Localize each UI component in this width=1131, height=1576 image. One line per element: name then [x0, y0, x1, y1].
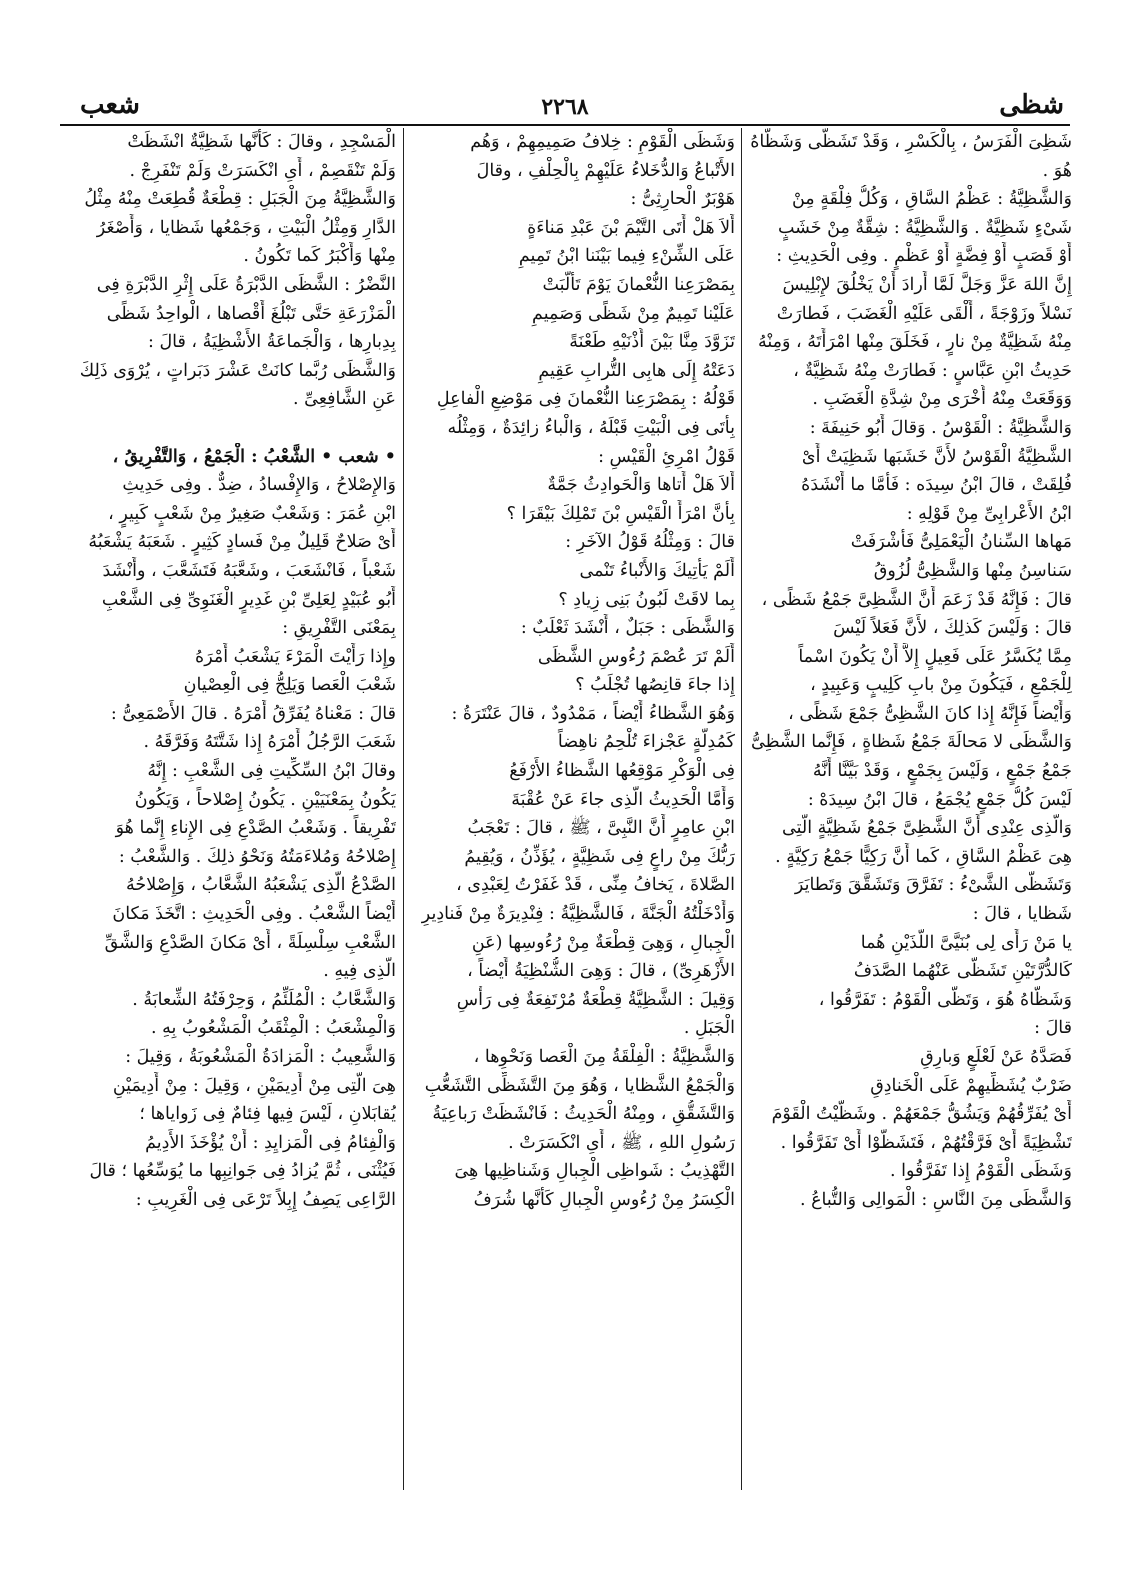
text-line: إِنَّ اللهَ عَزَّ وَجَلَّ لَمَّا أَرادَ أَنْ يَخْلُقَ لإِبْلِيسَ: [782, 274, 1072, 295]
text-line: الأَزْهَرِىِّ) ، قالَ : وَهِىَ الشُّنْظِيَةُ أَيْضاً ،: [467, 961, 735, 982]
text-line: أَلَمْ تَرَ عُصْمَ رُءُوسِ الشَّظَى: [537, 646, 735, 667]
text-line: وقالَ ابْنُ السِّكِّيتِ فِى الشَّعْبِ : إِنَّهُ: [147, 761, 396, 782]
text-line: قالَ : فَإِنَّهُ قَدْ زَعَمَ أَنَّ الشَّظِىَّ جَمْعُ شَظًى ،: [761, 589, 1072, 610]
text-line: هُوَ .: [1042, 160, 1072, 181]
text-line: الصَّلاةَ ، يَخافُ مِنِّى ، قَدْ غَفَرْتُ لِعَبْدِى ،: [456, 875, 735, 896]
text-line: فَصَدَّهُ عَنْ لَعْلَعٍ وَبارِقِ: [920, 1047, 1072, 1067]
text-line: أَوْ قَصَبٍ أَوْ فِضَّةٍ أَوْ عَظْمٍ . وفِى الْحَدِيثِ :: [776, 246, 1072, 267]
text-line: قالَ :: [1034, 1018, 1072, 1039]
text-line: قالَ : وَلَيْسَ كَذلِكَ ، لأَنَّ فَعَلاً لَيْسَ: [833, 618, 1072, 639]
text-line: وَشَظَى الْقَوْمُ إِذا تَفَرَّقُوا .: [890, 1161, 1072, 1182]
text-line: إِصْلاحُهُ وَمُلاءَمَتُهُ وَنَحْوُ ذلِكَ . وَالشَّعْبُ :: [118, 846, 396, 867]
text-line: وَالشَّظَى رُبَّما كانَتْ عَشْرَ دَبَراتٍ ، يُرْوَى ذَلِكَ: [79, 360, 396, 381]
text-line: الشَّعْبِ سِلْسِلَةً ، أَىْ مَكانَ الصَّدْعِ وَالشَّقِّ: [104, 932, 396, 953]
text-line: مَهاها السِّنانُ الْيَعْمَلِىُّ فَأَشْرَفَتْ: [850, 532, 1072, 553]
text-line: شَعْبَ الْعَصا وَيَلِجُّ فِى الْعِصْيانِ: [183, 675, 396, 696]
text-line: [74, 414, 396, 443]
text-line: الصَّدْعُ الَّذِى يَشْعَبُهُ الشَّعَّابُ ، وَإِصْلاحُهُ: [126, 875, 396, 896]
text-line: شَظايا ، قالَ :: [972, 904, 1072, 925]
text-line: بِما لاقَتْ لَبُونُ بَنِى زِيادِ ؟: [558, 589, 735, 610]
text-line: الرَّاعِى يَصِفُ إِبِلاً تَرْعَى فِى الْغَرِيبِ :: [135, 1189, 396, 1210]
text-line: وَهُوَ الشَّظاءُ أَيْضاً ، مَمْدُودٌ ، قالَ عَنْتَرَةُ :: [451, 703, 735, 724]
text-line: تَفْرِيقاً . وَشَعْبُ الصَّدْعِ فِى الإِناءِ إِنَّما هُوَ: [115, 818, 396, 839]
text-line: مِمَّا يُكَسَّرُ عَلَى فَعِيلٍ إِلاَّ أَنْ يَكُونَ اسْماً: [798, 646, 1072, 667]
text-line: يُقابَلانِ ، لَيْسَ فِيها فِئامٌ فِى زَواياها ؛: [139, 1104, 396, 1125]
text-line: ابْنِ عُمَرَ : وَشَعْبٌ صَغِيرٌ مِنْ شَعْبٍ كَبِيرٍ ،: [108, 503, 396, 524]
text-line: وَالْمِشْعَبُ : الْمِثْقَبُ الْمَشْعُوبُ بِهِ .: [150, 1018, 396, 1039]
text-line: بِمَصْرَعِنا النُّعْمانَ يَوْمَ تَأَلَّبَتْ: [542, 274, 735, 295]
text-line: التَّهْذِيبُ : شَواظِى الْجِبالِ وَشَناظِيها هِىَ: [454, 1161, 735, 1182]
page-header: [60, 88, 1070, 126]
text-line: تَزَوَّدَ مِنَّا بَيْنَ أُذْنَيْهِ طَعْنَةً: [569, 332, 735, 353]
text-line: الْجِبالِ ، وَهِىَ قِطْعَةٌ مِنْ رُءُوسِها (عَنِ: [471, 932, 735, 953]
text-line: وَوَقَعَتْ مِنْهُ أُخْرَى مِنْ شِدَّةِ الْغَضَبِ .: [812, 389, 1072, 410]
text-line: هَوْبَرٌ الْحارِثِىُّ :: [630, 189, 735, 210]
text-line: أَىْ يُفَرِّقُهُمْ وَيَشُقُّ جَمْعَهُمْ . وشَظَّيْتُ الْقَوْمَ: [771, 1104, 1072, 1125]
text-line: عَلَى الشِّنْءِ فِيما بَيْنَنا ابْنُ تَمِيمِ: [518, 246, 735, 267]
text-line: شَىْءٍ شَظِيَّةٌ . وَالشَّظِيَّةُ : شِقَّةٌ مِنْ خَشَبٍ: [777, 217, 1072, 238]
text-line: وَالشَّظَى لا مَحالَةَ جَمْعُ شَظاةٍ ، فَإِنَّما الشَّظِىُّ: [750, 732, 1072, 753]
text-line: حَدِيثُ ابْنِ عَبَّاسٍ : فَطارَتْ مِنْهُ شَظِيَّةٌ ،: [793, 360, 1072, 381]
text-line: وَشَظَّاهُ هُوَ ، وَتَظَّى الْقَوْمُ : تَفَرَّقُوا ،: [818, 989, 1072, 1010]
text-line: وَالشَّظَى مِنَ النَّاسِ : الْمَوالِى وَالتُّباعُ .: [799, 1189, 1072, 1210]
text-line: وَالشَّظِيَّةُ مِنَ الْجَبَلِ : قِطْعَةٌ قُطِعَتْ مِنْهُ مِثْلُ: [84, 189, 396, 210]
text-line: وَالشَّظِيَّةُ : الْفِلْقَةُ مِنَ الْعَصا وَنَحْوِها ،: [473, 1047, 735, 1067]
text-line: هِىَ الَّتِى مِنْ أَدِيمَيْنِ ، وَقِيلَ : مِنْ أَدِيمَيْنِ: [112, 1075, 396, 1096]
text-line: • شعب • الشَّعْبُ : الْجَمْعُ ، وَالتَّفْرِيقُ ،: [112, 446, 396, 467]
text-line: شَعَبَ الرَّجُلُ أَمْرَهُ إِذا شَتَّتَهُ وَفَرَّقَهُ .: [143, 732, 396, 753]
text-line: وَالتَّشَقُّقِ ، ومِنْهُ الْحَدِيثُ : فَانْشَظَتْ رَباعِيَةُ: [432, 1104, 735, 1125]
text-line: سَناسِنُ مِنْها وَالشَّظِىُّ لُزُوقُ: [873, 560, 1072, 581]
text-line: وَالشَّظِيَّةُ : عَظْمُ السَّاقِ ، وَكُلُّ فِلْقَةٍ مِنْ: [791, 189, 1072, 210]
text-line: الَّذِى فِيهِ .: [323, 961, 396, 982]
text-line: إِذا جاءَ قانِصُها تُجْلَبُ ؟: [575, 675, 735, 696]
text-line: تَشْظِيَةً أَىْ فَرَّقْتُهُمْ ، فَتَشَظَّوْا أَىْ تَفَرَّقُوا .: [780, 1132, 1072, 1153]
text-line: كَمُدِلَّةٍ عَجْزاءَ تُلْحِمُ ناهِضاً: [557, 732, 735, 753]
text-line: فُلِقَتْ ، قالَ ابْنُ سِيدَه : فَأَمَّا ما أَنْشَدَهُ: [801, 475, 1072, 496]
text-line: أَلَمْ يَأْتِيكَ وَالأَنْباءُ تَنْمى: [579, 560, 735, 581]
text-columns: [72, 128, 1072, 1518]
text-line: هِىَ عَظْمُ السَّاقِ ، كَما أَنَّ رَكِيًّا جَمْعُ رَكِيَّةٍ .: [775, 846, 1072, 867]
text-line: رَبُّكَ مِنْ راعٍ فِى شَظِيَّةٍ ، يُؤَذِّنُ ، وَيُقِيمُ: [464, 846, 735, 867]
text-line: الْجَبَلِ .: [683, 1018, 735, 1039]
text-line: وَالَّذِى عِنْدِى أَنَّ الشَّظِىَّ جَمْعُ شَظِيَّةٍ الَّتِى: [782, 818, 1072, 839]
text-line: كَالدُّرَّتَيْنِ تَشَظَّى عَنْهُما الصَّدَفُ: [853, 961, 1072, 982]
text-line: نَسْلاً وزَوْجَةً ، أَلْقَى عَلَيْهِ الْغَضَبَ ، فَطارَتْ: [776, 303, 1072, 324]
text-line: النَّضْرُ : الشَّظَى الدَّبْرَةُ عَلَى إِثْرِ الدَّبْرَةِ فِى: [96, 274, 396, 295]
text-line: أَيْضاً الشَّعْبُ . وفِى الْحَدِيثِ : اتَّخَذَ مَكانَ: [112, 904, 396, 925]
page-number: ٢٢٦٨: [541, 94, 589, 120]
text-line: وَتَشَظَّى الشَّىْءُ : تَفَرَّقَ وَتَشَقَّقَ وَتَطايَرَ: [794, 875, 1072, 896]
text-line: بِأَنَّ امْرَأَ الْقَيْسِ بْنَ تَمْلِكَ بَيْقَرَا ؟: [506, 503, 735, 524]
text-line: وَقِيلَ : الشَّظِيَّةُ قِطْعَةٌ مُرْتَفِعَةٌ فِى رَأْسِ: [456, 989, 735, 1010]
column-divider: [741, 128, 742, 1490]
text-line: الشَّظِيَّةُ الْقَوْسُ لأَنَّ خَشَبَها شَظِيَتْ أَىْ: [801, 446, 1072, 467]
text-line: مِنْها وَأَكْبَرُ كَما تَكُونُ .: [243, 246, 396, 267]
text-line: وَلَمْ تَنْقَصِمْ ، أَىِ انْكَسَرَتْ وَلَمْ تَنْفَرِجْ .: [129, 160, 396, 181]
text-line: يا مَنْ رَأَى لِى بُنَيَّىَّ اللَّذَيْنِ هُما: [860, 932, 1072, 953]
text-line: وَالإِصْلاحُ ، وَالإِفْسادُ ، ضِدٌّ . وفِى حَدِيثِ: [122, 475, 396, 496]
text-line: وَأَدْخَلْتُهُ الْجَنَّةَ ، فَالشَّظِيَّةُ : فِنْدِيرَةٌ مِنْ فَنادِيرِ: [421, 904, 735, 925]
running-headword-left: شعب: [80, 90, 140, 120]
text-line: وَالشَّظَى : جَبَلٌ ، أَنْشَدَ ثَعْلَبٌ :: [520, 618, 735, 639]
text-line: لَيْسَ كُلُّ جَمْعٍ يُجْمَعُ ، قالَ ابْنُ سِيدَهْ :: [807, 789, 1072, 810]
text-line: الْمَسْجِدِ ، وقالَ : كَأَنَّها شَظِيَّةٌ انْشَظَتْ: [127, 132, 396, 152]
text-line: وَأَمَّا الْحَدِيثُ الَّذِى جاءَ عَنْ عُقْبَةَ: [511, 789, 735, 810]
text-line: أَىْ صَلاحٌ قَلِيلٌ مِنْ فَسادٍ كَثِيرٍ . شَعَبَهُ يَشْعَبُهُ: [88, 532, 396, 553]
text-line: الْمَزْرَعَةِ حَتَّى تَبْلُغَ أَقْصاها ، الْواحِدُ شَظًى: [106, 303, 396, 324]
text-line: وَالْجَمْعُ الشَّظايا ، وَهُوَ مِنَ التَّشَظِّى التَّشَعُّبِ: [424, 1075, 735, 1096]
text-line: بِمَعْنَى التَّفْرِيقِ :: [282, 618, 396, 639]
text-line: فِى الْوَكْرِ مَوْقِعُها الشَّظاءُ الأَرْفَعُ: [509, 761, 735, 782]
text-line: قَوْلُ امْرِئِ الْقَيْسِ :: [598, 446, 735, 467]
text-line: قالَ : مَعْناهُ يُفَرِّقُ أَمْرَهُ . قالَ الأَصْمَعِىُّ :: [110, 703, 396, 724]
text-line: عَنِ الشَّافِعِىِّ .: [293, 389, 396, 410]
column-right: [750, 128, 1072, 1518]
text-line: فَيُثْنَى ، ثُمَّ يُزادُ فِى جَوانِبِها ما يُوَسِّعُها ؛ قالَ: [89, 1161, 396, 1182]
text-line: بِدِبارِها ، وَالْجَماعَةُ الأَشْظِيَةُ ، قالَ :: [148, 332, 396, 353]
text-line: الأَتْباعُ وَالدُّخَلاءُ عَلَيْهِمْ بِالْحِلْفِ ، وقالَ: [476, 160, 735, 181]
text-line: مِنْهُ شَظِيَّةٌ مِنْ نارٍ ، فَخَلَقَ مِنْها امْرَأَتَهُ ، وَمِنْهُ: [757, 332, 1072, 353]
text-line: لِلْجَمْعِ ، فَيَكُونَ مِنْ بابِ كَلِيبٍ وَعَبِيدٍ ،: [810, 675, 1072, 696]
text-line: يَكُونُ بِمَعْنَيَيْنِ . يَكُونُ إِصْلاحاً ، وَيَكُونُ: [134, 789, 396, 810]
text-line: ابْنُ الأَعْرابِىِّ مِنْ قَوْلِهِ :: [906, 503, 1072, 524]
text-line: قَوْلُهُ : بِمَصْرَعِنا النُّعْمانَ فِى مَوْضِعِ الْفاعِلِ: [436, 389, 735, 410]
text-line: جَمْعُ جَمْعٍ ، وَلَيْسَ بِجَمْعٍ ، وَقَدْ بَيَّنَّا أَنَّهُ: [812, 761, 1072, 782]
text-line: ابْنِ عامِرٍ أَنَّ النَّبِىَّ ، ﷺ ، قالَ : تَعْجَبُ: [467, 818, 735, 839]
text-line: الْكِسَرُ مِنْ رُءُوسِ الْجِبالِ كَأَنَّها شُرَفُ: [473, 1189, 735, 1210]
running-headword-right: شظى: [999, 90, 1064, 120]
text-line: قالَ : وَمِثْلُهُ قَوْلُ الآخَرِ :: [565, 532, 735, 553]
column-middle: [413, 128, 735, 1518]
text-line: وَالْفِئامُ فِى الْمَزايِدِ : أَنْ يُؤْخَذَ الأَدِيمُ: [145, 1132, 396, 1153]
text-line: وَشَظَى الْقَوْمِ : خِلافُ صَمِيمِهِمْ ، وَهُم: [470, 132, 735, 152]
text-line: أَلاَ هَلْ أَتاها وَالْحَوادِثُ جَمَّةٌ: [547, 475, 735, 496]
text-line: ضَرْبٌ يُشَظِّيهِمْ عَلَى الْخَنادِقِ: [870, 1075, 1072, 1096]
text-line: وَالشَّظِيَّةُ : الْقَوْسُ . وَقالَ أَبُو حَنِيفَةَ :: [809, 417, 1072, 438]
text-line: أَلاَ هَلْ أَتَى التَّيْمَ بْنَ عَبْدِ مَناءَةٍ: [527, 217, 735, 238]
text-line: دَعَتْهُ إِلَى هابِى التُّرابِ عَقِيمِ: [538, 360, 735, 381]
text-line: شَظِىَ الْفَرَسُ ، بِالْكَسْرِ ، وَقَدْ تَشَظَّى وَشَظَّاهُ: [750, 132, 1072, 152]
text-line: شَعْباً ، فَانْشَعَبَ ، وشَعَّبَهُ فَتَشَعَّبَ ، وأَنْشَدَ: [102, 560, 396, 581]
text-line: وَالشَّعَّابُ : الْمُلَئِّمُ ، وَحِرْفَتُهُ الشِّعابَةُ .: [132, 989, 396, 1010]
text-line: بِأَتَى فِى الْبَيْتِ قَبْلَهُ ، وَالْباءُ زائِدَةٌ ، وَمِثْلُه: [447, 417, 735, 438]
text-line: وإِذا رَأَيْتَ الْمَرْءَ يَشْعَبُ أَمْرَهُ: [195, 646, 396, 667]
text-line: الدَّارِ وَمِثْلُ الْبَيْتِ ، وَجَمْعُها شَظايا ، وَأَصْغَرُ: [96, 217, 396, 238]
text-line: رَسُولِ اللهِ ، ﷺ ، أَىِ انْكَسَرَتْ .: [508, 1132, 735, 1153]
text-line: وَأَيْضاً فَإِنَّهُ إِذا كانَ الشَّظِىُّ جَمْعَ شَظًى ،: [788, 703, 1072, 724]
column-left: [74, 128, 396, 1518]
text-line: أَبُو عُبَيْدٍ لِعَلِىِّ بْنِ غَدِيرٍ الْغَنَوِىِّ فِى الشَّعْبِ: [101, 589, 396, 610]
text-line: وَالشَّعِيبُ : الْمَزادَةُ الْمَشْعُوبَةُ ، وَقِيلَ :: [125, 1047, 396, 1067]
column-divider: [403, 128, 404, 1490]
text-line: عَلَيْنا تَمِيمٌ مِنْ شَظًى وَصَمِيمِ: [532, 303, 735, 324]
